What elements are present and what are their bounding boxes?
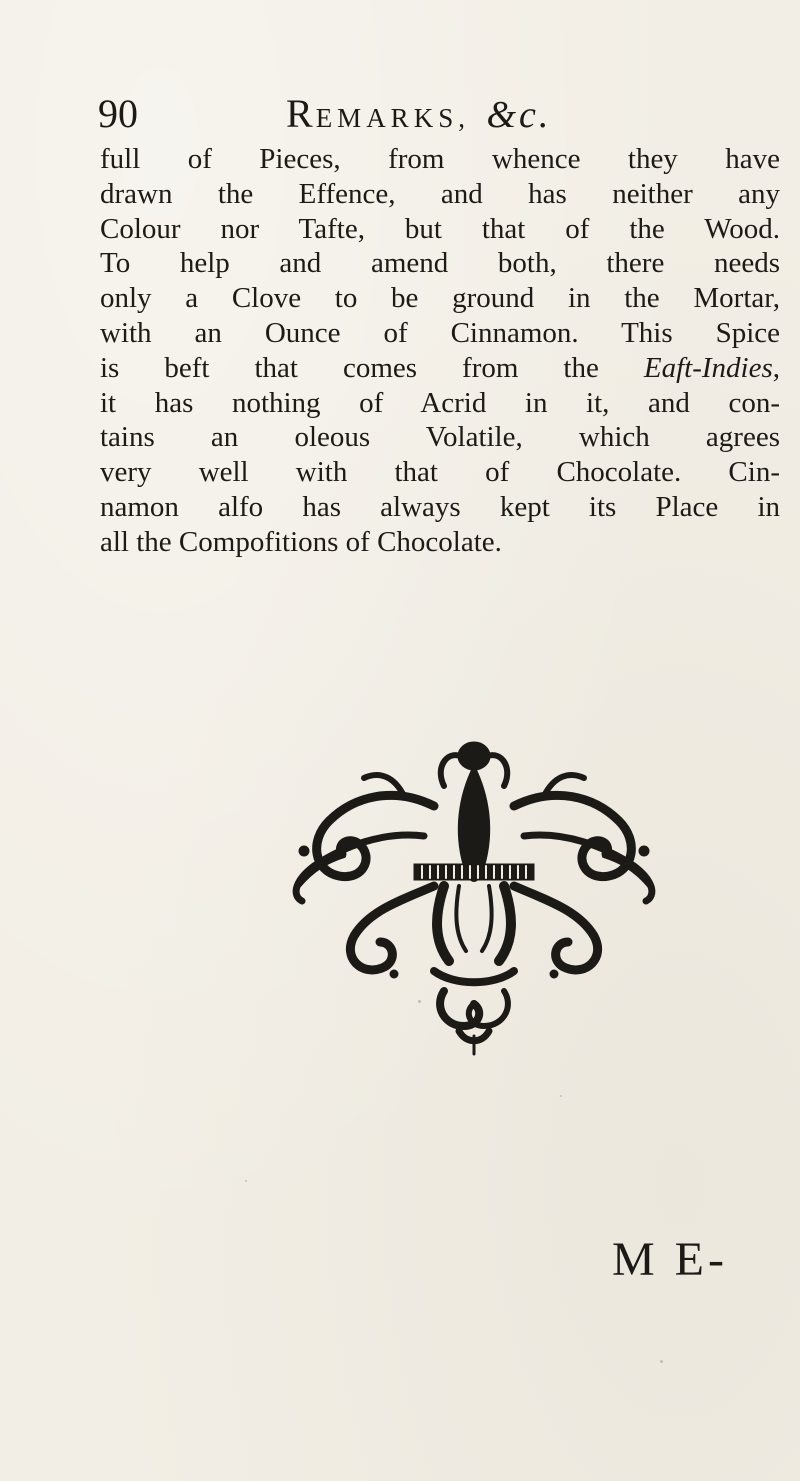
running-head bbox=[286, 86, 551, 146]
running-head-etc: &c. bbox=[486, 94, 552, 136]
body-paragraph bbox=[100, 142, 780, 560]
text-line: full of Pieces, from whence they have bbox=[100, 143, 780, 175]
catchword: M E- bbox=[612, 1233, 728, 1286]
text-line: with an Ounce of Cinnamon. This Spice bbox=[100, 316, 780, 349]
paper-fleck bbox=[418, 1000, 421, 1003]
page-number: 90 bbox=[98, 91, 138, 136]
paper-fleck bbox=[560, 1095, 562, 1097]
text-line: very well with that of Chocolate. Cin- bbox=[100, 456, 780, 489]
text-line: To help and amend both, there needs bbox=[100, 247, 780, 280]
text-line-segment: , bbox=[772, 351, 780, 384]
text-line: Colour nor Tafte, but that of the Wood. bbox=[100, 212, 780, 245]
paper-fleck bbox=[660, 1360, 663, 1363]
text-line: tains an oleous Volatile, which agrees bbox=[100, 421, 780, 454]
text-line-last: all the Compofitions of Chocolate. bbox=[100, 525, 502, 558]
running-head-initial: R bbox=[286, 91, 316, 136]
text-line-italic-phrase bbox=[100, 351, 780, 386]
text-line-segment: is beft that comes from the bbox=[100, 351, 644, 384]
page-header bbox=[98, 86, 758, 142]
place-name: Eaft-Indies bbox=[643, 351, 773, 384]
decorative-tailpiece-ornament bbox=[284, 736, 664, 1056]
running-head-text: EMARKS, bbox=[315, 103, 470, 133]
paper-fleck bbox=[245, 1180, 247, 1182]
text-line: namon alfo has always kept its Place in bbox=[100, 490, 780, 523]
text-line: only a Clove to be ground in the Mortar, bbox=[100, 282, 780, 315]
text-line: drawn the Effence, and has neither any bbox=[100, 177, 780, 210]
text-line: it has nothing of Acrid in it, and con- bbox=[100, 386, 780, 419]
